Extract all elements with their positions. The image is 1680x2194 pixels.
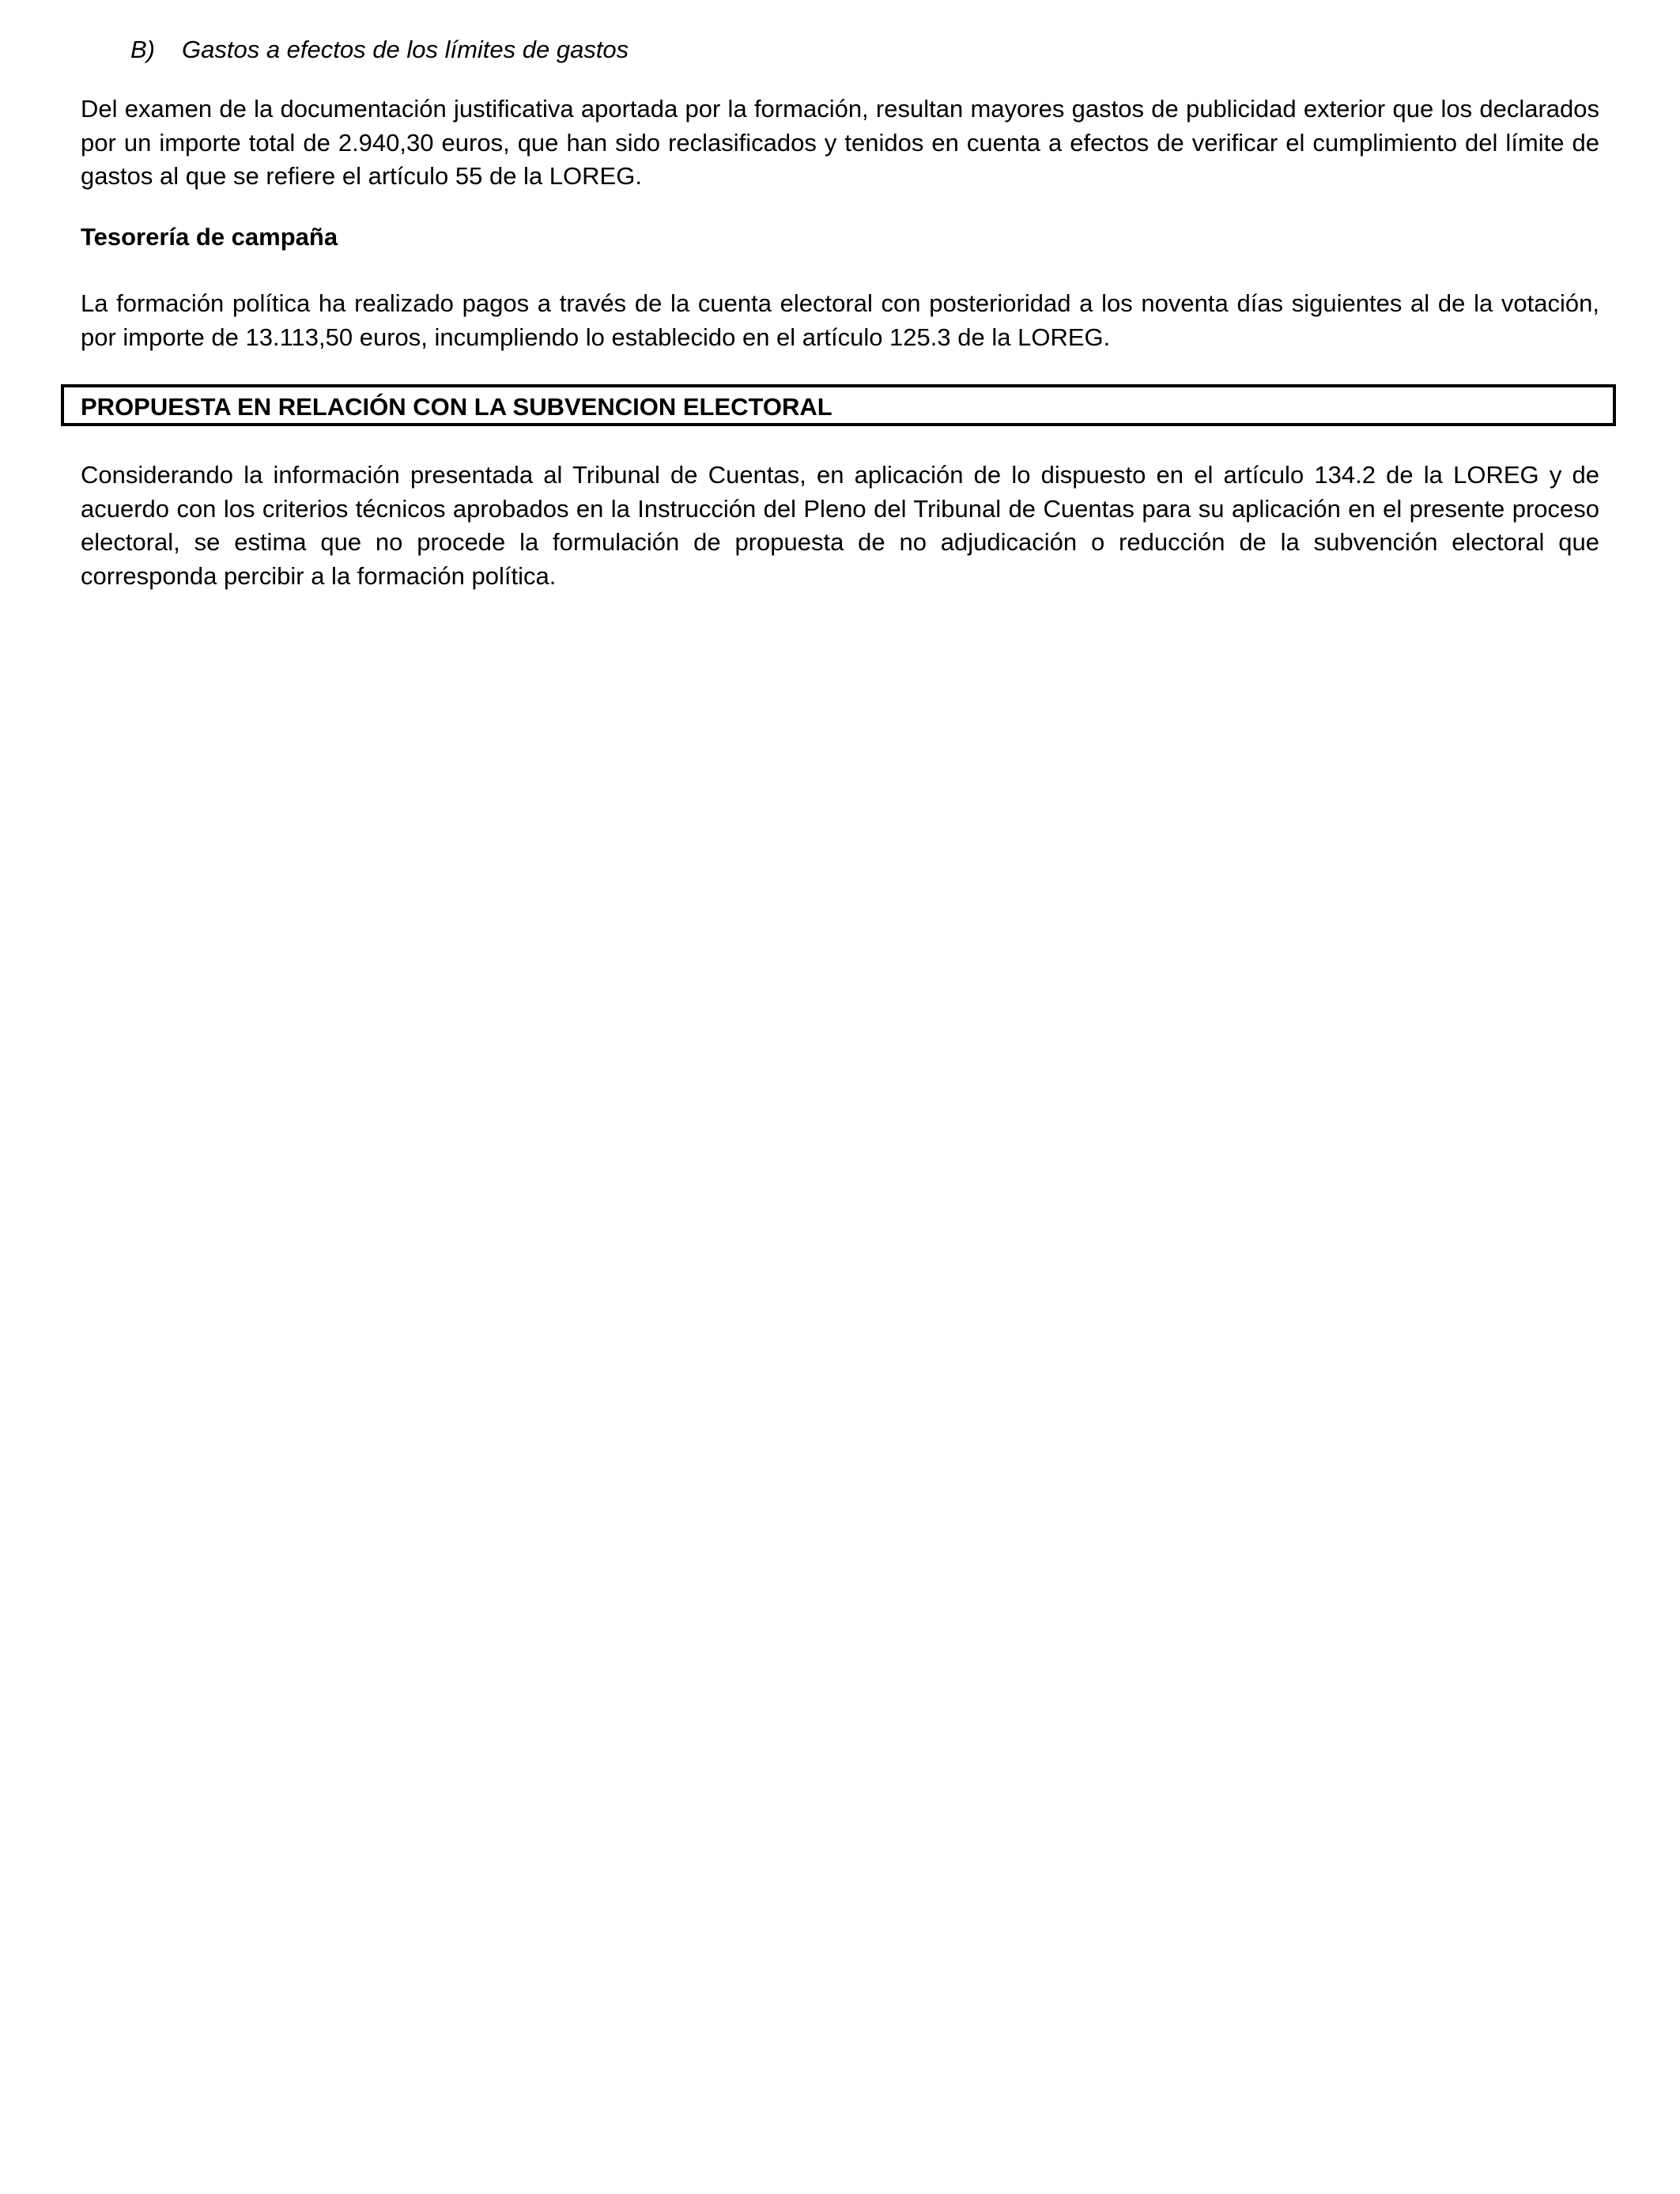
treasury-heading: Tesorería de campaña bbox=[81, 223, 338, 251]
subsection-letter: B) bbox=[130, 36, 155, 63]
proposal-paragraph: Considerando la información presentada al Tribunal de Cuentas, en aplicación de lo dispuesto en el artículo 134.2 de la LOREG y de acuerdo con los criterios técnicos aprobados en la Instrucción del Pleno del Tribunal de Cuentas para su aplicación en el presente proceso electoral, se estima que no procede la formulación de propuesta de no adjudicación o reducción de la subvención electoral que corresponda percibir a la formación política. bbox=[81, 461, 1599, 590]
subsection-heading-b bbox=[130, 33, 629, 66]
expenses-paragraph: Del examen de la documentación justificativa aportada por la formación, resultan mayores gastos de publicidad exterior que los declarados por un importe total de 2.940,30 euros, que han sido reclasificados y tenidos en cuenta a efectos de verificar el cumplimiento del límite de gastos al que se refiere el artículo 55 de la LOREG. bbox=[81, 95, 1599, 190]
proposal-heading: PROPUESTA EN RELACIÓN CON LA SUBVENCION ELECTORAL bbox=[81, 393, 832, 421]
treasury-paragraph: La formación política ha realizado pagos a través de la cuenta electoral con posterioridad a los noventa días siguientes al de la votación, por importe de 13.113,50 euros, incumpliendo lo establecido en el artículo 125.3 de la LOREG. bbox=[81, 289, 1599, 351]
subsection-title: Gastos a efectos de los límites de gastos bbox=[182, 36, 629, 63]
proposal-heading-box bbox=[61, 384, 1616, 426]
